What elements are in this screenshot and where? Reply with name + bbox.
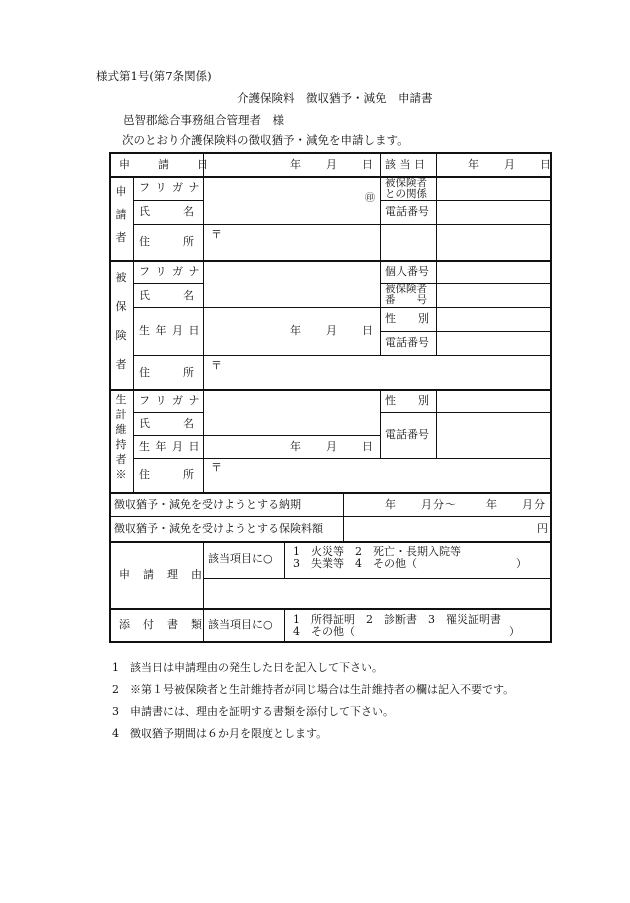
supporter-phone-field[interactable] [438,414,549,457]
supporter-name-label: 氏 名 [139,417,194,430]
form-number: 様式第1号(第7条関係) [96,69,212,83]
applicant-phone-field[interactable] [438,202,549,223]
insured-furigana-label: フ リ ガ ナ [139,265,201,278]
relation-label-line2: との関係 [385,188,427,200]
note-2: 2 ※第１号被保険者と生計維持者が同じ場合は生計維持者の欄は記入不要です。 [112,683,515,696]
table-left-border [109,152,111,643]
applicant-phone-label: 電話番号 [385,205,429,218]
period-to-field[interactable]: 年 月分 [486,498,546,511]
supporter-postal-mark: 〒 [211,461,222,474]
period-label: 徴収猶予・減免を受けようとする納期 [114,498,301,511]
applicant-address-field[interactable] [222,226,549,259]
applicant-postal-mark: 〒 [211,228,222,241]
supporter-sex-field[interactable] [438,391,549,411]
table-bottom-border [109,641,552,643]
supporter-birth-field[interactable]: 年 月 日 [290,440,374,453]
seal-mark: ㊞ [365,193,375,204]
reason-label: 申 請 理 由 [119,568,203,581]
insured-name-label: 氏 名 [139,289,194,302]
insured-number-label-line1: 被保険者 [385,283,427,295]
attachments-label: 添 付 書 類 [119,618,203,631]
reason-circle-hint: 該当項目に○ [208,552,273,565]
intro-text: 次のとおり介護保険料の徴収猶予・減免を申請します。 [122,133,409,147]
attachments-circle-hint: 該当項目に○ [208,618,273,631]
applicant-address-label: 住 所 [139,235,194,248]
table-top-border [109,152,552,154]
supporter-furigana-label: フ リ ガ ナ [139,394,201,407]
supporter-address-field[interactable] [222,460,549,491]
apply-date-field[interactable]: 年 月 日 [290,158,374,171]
amount-label: 徴収猶予・減免を受けようとする保険料額 [114,522,323,535]
applicant-name-field[interactable] [205,178,379,223]
relation-label-line1: 被保険者 [385,177,427,189]
relation-field[interactable] [438,178,549,199]
insured-phone-label: 電話番号 [385,336,429,349]
note-4: 4 徴収猶予期間は６か月を限度とします。 [112,727,328,740]
applicable-date-field[interactable]: 年 月 日 [468,158,552,171]
addressee: 邑智郡総合事務組合管理者 様 [123,113,284,127]
insured-sex-field[interactable] [438,309,549,330]
reason-options-line2[interactable]: 3 失業等 4 その他（ ） [293,557,527,570]
applicant-furigana-label: フ リ ガ ナ [139,181,201,194]
applicant-side-label: 申請者 [115,185,127,244]
insured-birth-label: 生 年 月 日 [139,324,201,337]
insured-number-label-line2: 番 号 [385,294,427,306]
insured-side-label: 被保険者 [115,271,127,371]
insured-address-field[interactable] [222,357,549,388]
insured-address-label: 住 所 [139,366,194,379]
table-right-border [550,152,552,643]
insured-name-field[interactable] [205,262,379,306]
insured-birth-field[interactable]: 年 月 日 [290,324,374,337]
personal-number-label: 個人番号 [385,265,429,278]
reason-options-line1[interactable]: 1 火災等 2 死亡・長期入院等 [293,545,461,558]
reason-detail-field[interactable] [205,580,549,607]
insured-postal-mark: 〒 [211,359,222,372]
supporter-birth-label: 生 年 月 日 [139,440,201,453]
attachment-options-line1[interactable]: 1 所得証明 2 診断書 3 罹災証明書 [293,613,501,626]
attachment-options-line2[interactable]: 4 その他（ ） [293,625,520,638]
personal-number-field[interactable] [438,262,549,282]
amount-field[interactable] [345,518,535,540]
document-title: 介護保険料 徴収猶予・減免 申請書 [237,91,433,105]
applicant-name-label: 氏 名 [139,205,194,218]
supporter-phone-label: 電話番号 [385,428,429,441]
supporter-sex-label: 性 別 [385,394,429,407]
supporter-name-field[interactable] [205,391,379,434]
applicable-date-label: 該 当 日 [385,158,425,171]
apply-date-label: 申 請 日 [119,158,210,171]
insured-number-field[interactable] [438,285,549,306]
period-from-field[interactable]: 年 月分〜 [385,498,457,511]
supporter-address-label: 住 所 [139,468,194,481]
note-1: 1 該当日は申請理由の発生した日を記入して下さい。 [112,661,383,674]
insured-phone-field[interactable] [438,333,549,354]
amount-unit: 円 [537,522,548,535]
supporter-side-label: 生計維持者※ [115,393,127,481]
note-3: 3 申請書には、理由を証明する書類を添付して下さい。 [112,705,394,718]
insured-sex-label: 性 別 [385,312,429,325]
